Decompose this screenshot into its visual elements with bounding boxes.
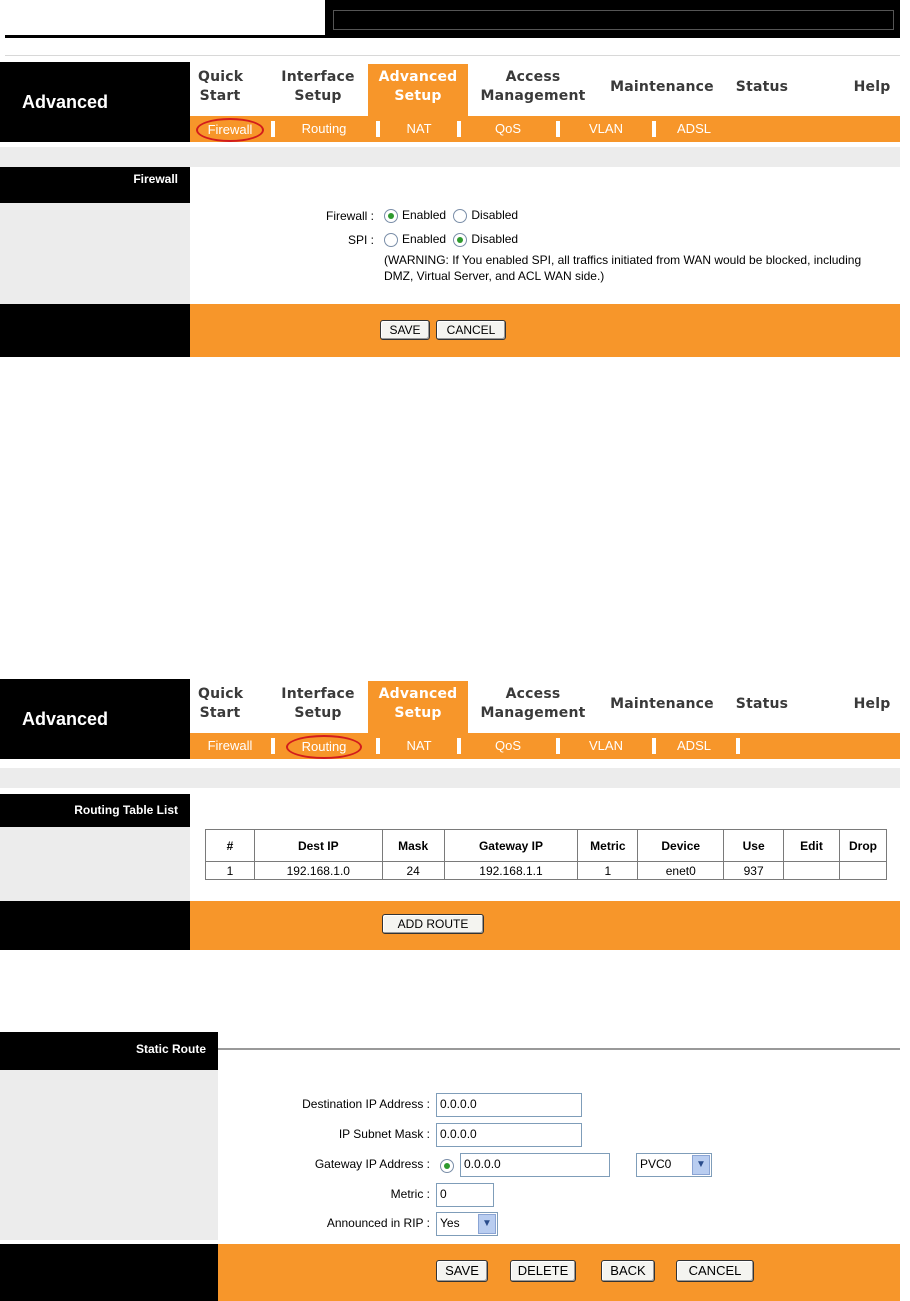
divider [5,55,900,56]
left-gutter [0,203,190,304]
static-route-delete-button[interactable]: DELETE [510,1260,576,1282]
cell-use: 937 [724,862,784,880]
section-rule [218,1048,900,1050]
spi-enabled-radio[interactable] [384,233,398,247]
gateway-ip-radio[interactable] [440,1159,454,1173]
firewall-save-button[interactable]: SAVE [380,320,430,340]
cell-device: enet0 [638,862,724,880]
add-route-button[interactable]: ADD ROUTE [382,914,484,934]
firewall-radio-group [384,208,518,223]
pvc-select[interactable] [636,1153,712,1177]
chevron-down-icon: ▼ [478,1214,496,1234]
routing-table [205,829,887,880]
rip-select[interactable] [436,1212,498,1236]
nav-status[interactable]: Status [735,696,789,712]
left-gutter-2 [0,827,190,901]
subnav-routing[interactable]: Routing [286,735,362,759]
footer-bar [190,304,900,357]
header-left [5,0,325,38]
cell-metric: 1 [578,862,638,880]
nav-quick-start[interactable]: Quick Start [198,686,244,721]
section-label-routing: Routing Table List [0,794,190,827]
rip-select-value: Yes [440,1216,460,1230]
subnet-mask-label: IP Subnet Mask : [338,1127,430,1141]
col-metric: Metric [578,830,638,862]
footer-left [0,304,190,357]
subnav-adsl[interactable]: ADSL [677,738,711,753]
chevron-down-icon: ▼ [692,1155,710,1175]
subnav-adsl[interactable]: ADSL [677,121,711,136]
col-index: # [206,830,255,862]
dest-ip-label: Destination IP Address : [302,1097,430,1111]
cell-dest-ip: 192.168.1.0 [254,862,382,880]
nav-quick-start[interactable]: Quick Start [198,69,244,104]
section-label-firewall: Firewall [0,167,190,203]
cell-mask: 24 [382,862,444,880]
footer-bar-2 [190,901,900,950]
nav-access-management[interactable]: Access Management [480,686,586,721]
col-drop: Drop [839,830,886,862]
spi-disabled-radio[interactable] [453,233,467,247]
metric-label: Metric : [390,1187,430,1201]
firewall-disabled-radio[interactable] [453,209,467,223]
pvc-select-value: PVC0 [640,1157,672,1171]
nav-help[interactable]: Help [853,79,891,95]
col-device: Device [638,830,724,862]
firewall-disabled-label: Disabled [471,208,519,222]
col-gateway-ip: Gateway IP [444,830,578,862]
footer-bar-3 [218,1244,900,1301]
dest-ip-input[interactable]: 0.0.0.0 [436,1093,582,1117]
top-nav [190,62,900,116]
spacer-bar [0,147,900,167]
cell-gateway-ip: 192.168.1.1 [444,862,578,880]
top-nav-2 [190,679,900,733]
spi-warning-line1: (WARNING: If You enabled SPI, all traffics initiated from WAN would be blocked, including [384,253,862,267]
nav-help[interactable]: Help [853,696,891,712]
subnav-vlan[interactable]: VLAN [589,121,623,136]
col-dest-ip: Dest IP [254,830,382,862]
firewall-enabled-label: Enabled [402,208,447,222]
sub-nav-2 [190,733,900,759]
nav-access-management[interactable]: Access Management [480,69,586,104]
subnav-qos[interactable]: QoS [494,738,521,753]
subnet-mask-input[interactable]: 0.0.0.0 [436,1123,582,1147]
nav-interface-setup[interactable]: Interface Setup [281,69,355,104]
spi-warning-line2: DMZ, Virtual Server, and ACL WAN side.) [384,269,605,283]
static-route-back-button[interactable]: BACK [601,1260,655,1282]
brand-label: Advanced [0,62,190,142]
header-right [325,0,900,38]
metric-input[interactable]: 0 [436,1183,494,1207]
subnav-qos[interactable]: QoS [494,121,521,136]
subnav-vlan[interactable]: VLAN [589,738,623,753]
firewall-cancel-button[interactable]: CANCEL [436,320,506,340]
table-header-row [206,830,887,862]
footer-left-3 [0,1244,218,1301]
col-use: Use [724,830,784,862]
subnav-firewall[interactable]: Firewall [207,738,253,753]
left-gutter-3 [0,1070,218,1240]
firewall-enabled-radio[interactable] [384,209,398,223]
nav-status[interactable]: Status [735,79,789,95]
section-label-static-route: Static Route [0,1032,218,1070]
table-row [206,862,887,880]
nav-advanced-setup[interactable]: Advanced Setup [368,681,468,733]
spi-label: SPI : [347,233,374,247]
subnav-nat[interactable]: NAT [406,121,432,136]
spi-disabled-label: Disabled [471,232,519,246]
nav-interface-setup[interactable]: Interface Setup [281,686,355,721]
static-route-save-button[interactable]: SAVE [436,1260,488,1282]
spi-enabled-label: Enabled [402,232,447,246]
cell-drop[interactable] [839,862,886,880]
col-mask: Mask [382,830,444,862]
cell-index: 1 [206,862,255,880]
col-edit: Edit [784,830,840,862]
sub-nav [190,116,900,142]
cell-edit[interactable] [784,862,840,880]
nav-advanced-setup[interactable]: Advanced Setup [368,64,468,116]
brand-label-2: Advanced [0,679,190,759]
gateway-ip-label: Gateway IP Address : [314,1157,430,1171]
footer-left-2 [0,901,190,950]
static-route-cancel-button[interactable]: CANCEL [676,1260,754,1282]
subnav-nat[interactable]: NAT [406,738,432,753]
nav-maintenance[interactable]: Maintenance [610,696,714,712]
gateway-ip-input[interactable]: 0.0.0.0 [460,1153,610,1177]
subnav-routing[interactable]: Routing [301,121,347,136]
nav-maintenance[interactable]: Maintenance [610,79,714,95]
spi-radio-group [384,232,518,247]
subnav-firewall[interactable]: Firewall [196,118,264,142]
spacer-bar-2 [0,768,900,788]
rip-label: Announced in RIP : [326,1216,430,1230]
firewall-label: Firewall : [325,209,374,223]
